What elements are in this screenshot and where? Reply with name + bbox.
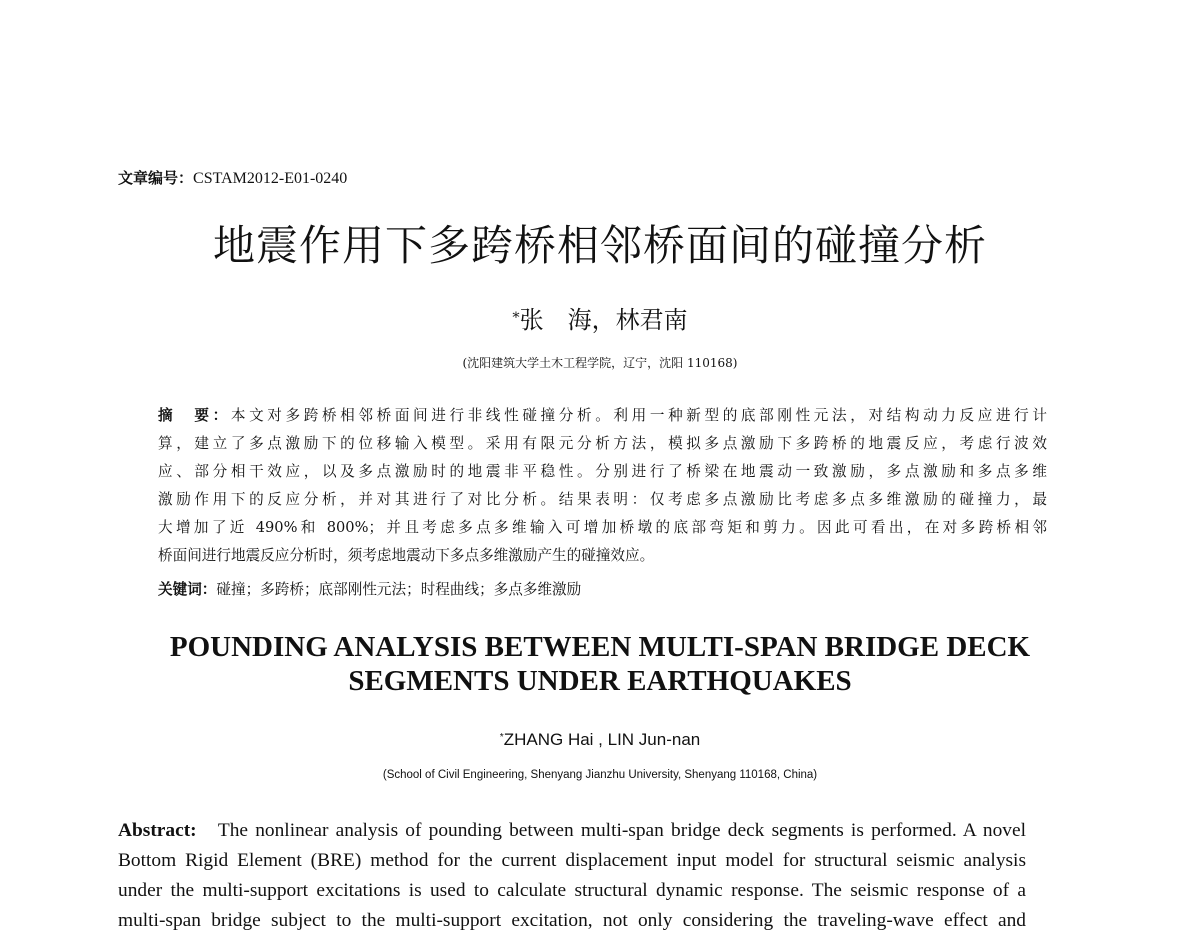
chinese-abstract-line-text: 本文对多跨桥相邻桥面间进行非线性碰撞分析。利用一种新型的底部刚性元法，对结构动力反应进行计 xyxy=(230,407,1047,424)
english-abstract-line: multi-span bridge subject to the multi-support excitation, not only considering the traveling-wave effect and xyxy=(118,910,1026,931)
chinese-keywords xyxy=(158,578,1047,602)
chinese-authors xyxy=(0,304,1200,336)
chinese-abstract-line: 激励作用下的反应分析，并对其进行了对比分析。结果表明：仅考虑多点激励比考虑多点多维激励的碰撞力，最 xyxy=(158,491,1047,508)
english-title-line: SEGMENTS UNDER EARTHQUAKES xyxy=(348,665,852,697)
english-affiliation: (School of Civil Engineering, Shenyang Jianzhu University, Shenyang 110168, China) xyxy=(382,769,818,781)
corresponding-author-mark: * xyxy=(512,310,520,326)
english-abstract-line: Bottom Rigid Element (BRE) method for the current displacement input model for structural seismic analysis xyxy=(118,850,1026,871)
chinese-title: 地震作用下多跨桥相邻桥面间的碰撞分析 xyxy=(212,221,987,270)
chinese-abstract-line: 应、部分相干效应，以及多点激励时的地震非平稳性。分别进行了桥梁在地震动一致激励，多点激励和多点多维 xyxy=(158,463,1047,480)
article-number-value: CSTAM2012-E01-0240 xyxy=(193,170,348,187)
chinese-abstract-line: 算，建立了多点激励下的位移输入模型。采用有限元分析方法，模拟多点激励下多跨桥的地震反应，考虑行波效 xyxy=(158,435,1047,452)
english-title xyxy=(0,630,1200,698)
english-abstract-line-text: The nonlinear analysis of pounding between multi-span bridge deck segments is performed. A novel xyxy=(217,820,1027,841)
english-abstract xyxy=(118,816,1026,936)
chinese-abstract xyxy=(158,402,1047,570)
english-author-names: ZHANG Hai , LIN Jun-nan xyxy=(503,730,701,749)
article-number xyxy=(118,168,347,189)
chinese-abstract-line xyxy=(158,402,1047,430)
english-abstract-line xyxy=(118,816,1026,846)
chinese-author-names: 张 海，林君南 xyxy=(519,306,688,334)
chinese-abstract-line: 大增加了近 490%和 800%；并且考虑多点多维输入可增加桥墩的底部弯矩和剪力。因此可看出，在对多跨桥相邻 xyxy=(158,519,1047,536)
article-number-label: 文章编号： xyxy=(118,169,194,187)
corresponding-author-mark-en: * xyxy=(499,732,504,743)
english-abstract-label: Abstract: xyxy=(118,820,197,841)
chinese-keywords-text: 碰撞；多跨桥；底部刚性元法；时程曲线；多点多维激励 xyxy=(216,581,582,598)
english-title-line: POUNDING ANALYSIS BETWEEN MULTI-SPAN BRIDGE DECK xyxy=(169,631,1031,663)
chinese-affiliation: (沈阳建筑大学土木工程学院，辽宁，沈阳 110168) xyxy=(462,356,738,370)
chinese-abstract-line: 桥面间进行地震反应分析时，须考虑地震动下多点多维激励产生的碰撞效应。 xyxy=(158,547,655,564)
chinese-abstract-label: 摘 要： xyxy=(158,407,231,424)
english-authors xyxy=(0,728,1200,752)
english-abstract-line: under the multi-support excitations is used to calculate structural dynamic response. The seismic response of a xyxy=(118,880,1026,901)
chinese-keywords-label: 关键词： xyxy=(158,581,217,598)
